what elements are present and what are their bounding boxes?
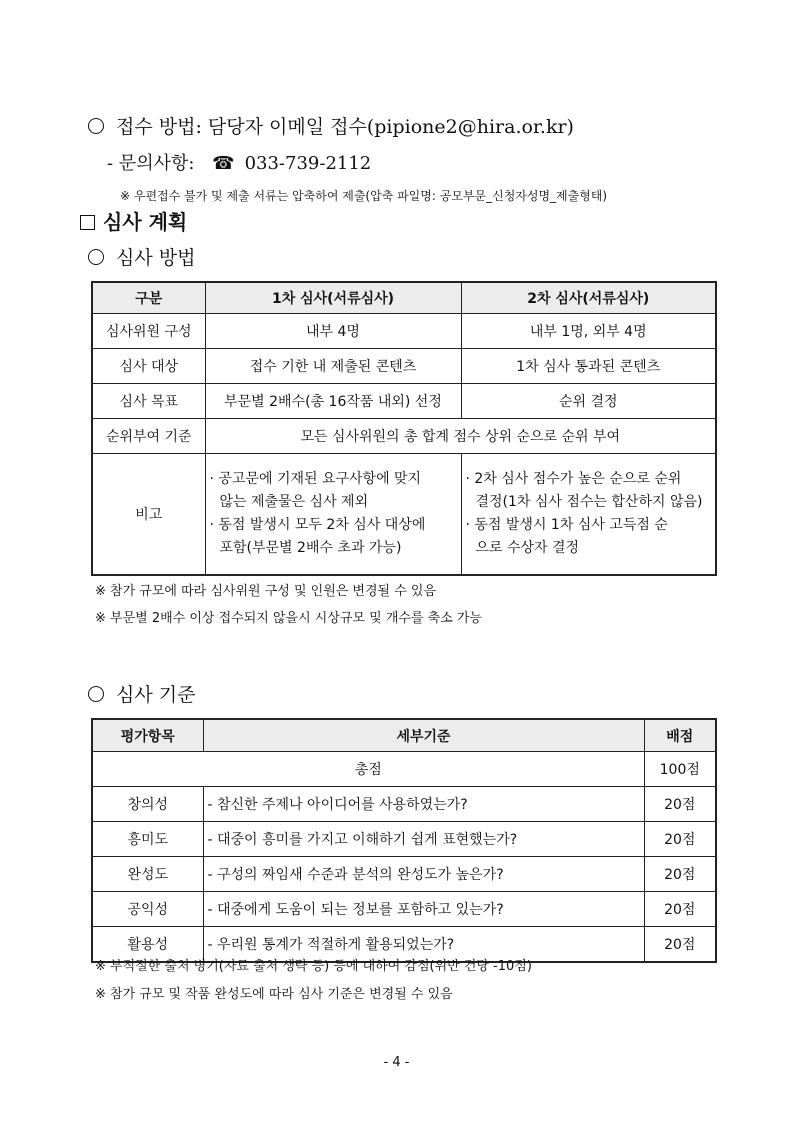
second-review-cell: 1차 심사 통과된 콘텐츠 — [461, 349, 716, 384]
table-row — [92, 314, 716, 349]
first-review-cell: 부문별 2배수(총 16작품 내외) 선정 — [205, 384, 461, 419]
inquiry-label: - 문의사항: — [107, 153, 195, 174]
review-criteria-table — [91, 718, 717, 963]
column-header: 배점 — [644, 719, 716, 752]
phone-icon: ☎ — [212, 153, 235, 174]
criteria-detail: - 대중이 흥미를 가지고 이해하기 쉽게 표현했는가? — [203, 822, 644, 857]
criteria-score: 20점 — [644, 927, 716, 963]
criteria-item: 창의성 — [92, 787, 203, 822]
row-label: 심사위원 구성 — [92, 314, 205, 349]
page-number: - 4 - — [383, 1055, 410, 1070]
criteria-item: 활용성 — [92, 927, 203, 963]
row-label: 비고 — [92, 454, 205, 576]
first-review-cell: 접수 기한 내 제출된 콘텐츠 — [205, 349, 461, 384]
criteria-footnote: ※ 부적절한 출처 병기(자료 출처 생략 등) 등에 대하여 감점(위반 건당 -10점) — [95, 959, 532, 974]
table-row — [92, 892, 716, 927]
column-header: 구분 — [92, 282, 205, 314]
total-label: 총점 — [92, 752, 644, 787]
section-title: 심사 계획 — [103, 210, 188, 234]
criteria-detail: - 대중에게 도움이 되는 정보를 포함하고 있는가? — [203, 892, 644, 927]
circle-bullet-icon — [88, 118, 104, 134]
criteria-item: 공익성 — [92, 892, 203, 927]
submit-method-label: 접수 방법: — [116, 116, 202, 138]
circle-bullet-icon — [88, 249, 104, 265]
column-header: 1차 심사(서류심사) — [205, 282, 461, 314]
column-header: 평가항목 — [92, 719, 203, 752]
table-row — [92, 384, 716, 419]
criteria-score: 20점 — [644, 787, 716, 822]
phone-number: 033-739-2112 — [244, 153, 372, 174]
remark-line: 결정(1차 심사 점수는 합산하지 않음) — [475, 494, 703, 510]
circle-bullet-icon — [88, 686, 104, 702]
criteria-score: 20점 — [644, 892, 716, 927]
total-row — [92, 752, 716, 787]
criteria-title: 심사 기준 — [116, 684, 196, 706]
second-review-cell: 순위 결정 — [461, 384, 716, 419]
table-row — [92, 857, 716, 892]
criteria-detail: - 구성의 짜임새 수준과 분석의 완성도가 높은가? — [203, 857, 644, 892]
criteria-detail: - 참신한 주제나 아이디어를 사용하였는가? — [203, 787, 644, 822]
second-review-cell: 내부 1명, 외부 4명 — [461, 314, 716, 349]
remark-line: · 동점 발생시 1차 심사 고득점 순 — [465, 517, 668, 533]
table-row — [92, 822, 716, 857]
method-title: 심사 방법 — [116, 247, 196, 269]
table-row — [92, 454, 716, 576]
square-bullet-icon — [80, 215, 95, 230]
row-label: 순위부여 기준 — [92, 419, 205, 454]
submit-method-line — [88, 112, 574, 139]
remark-line: 않는 제출물은 심사 제외 — [219, 494, 369, 510]
total-score: 100점 — [644, 752, 716, 787]
table-row — [92, 419, 716, 454]
criteria-score: 20점 — [644, 822, 716, 857]
remark-line: · 공고문에 기재된 요구사항에 맞지 — [209, 471, 422, 487]
criteria-heading — [88, 680, 195, 707]
table-header-row — [92, 282, 716, 314]
row-label: 심사 목표 — [92, 384, 205, 419]
criteria-item: 완성도 — [92, 857, 203, 892]
second-review-remarks — [461, 454, 716, 576]
section-heading — [80, 206, 187, 235]
remark-line: 포함(부문별 2배수 초과 가능) — [219, 540, 402, 556]
remark-line: · 2차 심사 점수가 높은 순으로 순위 — [465, 471, 682, 487]
inquiry-line — [107, 149, 371, 175]
remark-line: 으로 수상자 결정 — [475, 540, 580, 556]
first-review-cell: 내부 4명 — [205, 314, 461, 349]
review-method-table — [91, 281, 717, 576]
criteria-score: 20점 — [644, 857, 716, 892]
first-review-remarks — [205, 454, 461, 576]
column-header: 세부기준 — [203, 719, 644, 752]
row-label: 심사 대상 — [92, 349, 205, 384]
table-row — [92, 787, 716, 822]
remark-line: · 동점 발생시 모두 2차 심사 대상에 — [209, 517, 426, 533]
table-row — [92, 349, 716, 384]
method-footnote: ※ 부문별 2배수 이상 접수되지 않을시 시상규모 및 개수를 축소 가능 — [95, 611, 482, 626]
table-header-row — [92, 719, 716, 752]
criteria-item: 흥미도 — [92, 822, 203, 857]
method-footnote: ※ 참가 규모에 따라 심사위원 구성 및 인원은 변경될 수 있음 — [95, 584, 437, 599]
method-heading — [88, 243, 195, 270]
ranking-criteria-cell: 모든 심사위원의 총 합계 점수 상위 순으로 순위 부여 — [205, 419, 716, 454]
submission-note: ※ 우편접수 불가 및 제출 서류는 압축하여 제출(압축 파일명: 공모부문_신청자성명_제출형태) — [120, 189, 608, 203]
submit-method-value: 담당자 이메일 접수(pipione2@hira.or.kr) — [207, 116, 574, 138]
criteria-footnote: ※ 참가 규모 및 작품 완성도에 따라 심사 기준은 변경될 수 있음 — [95, 987, 453, 1002]
column-header: 2차 심사(서류심사) — [461, 282, 716, 314]
criteria-detail: - 우리원 통계가 적절하게 활용되었는가? — [203, 927, 644, 963]
